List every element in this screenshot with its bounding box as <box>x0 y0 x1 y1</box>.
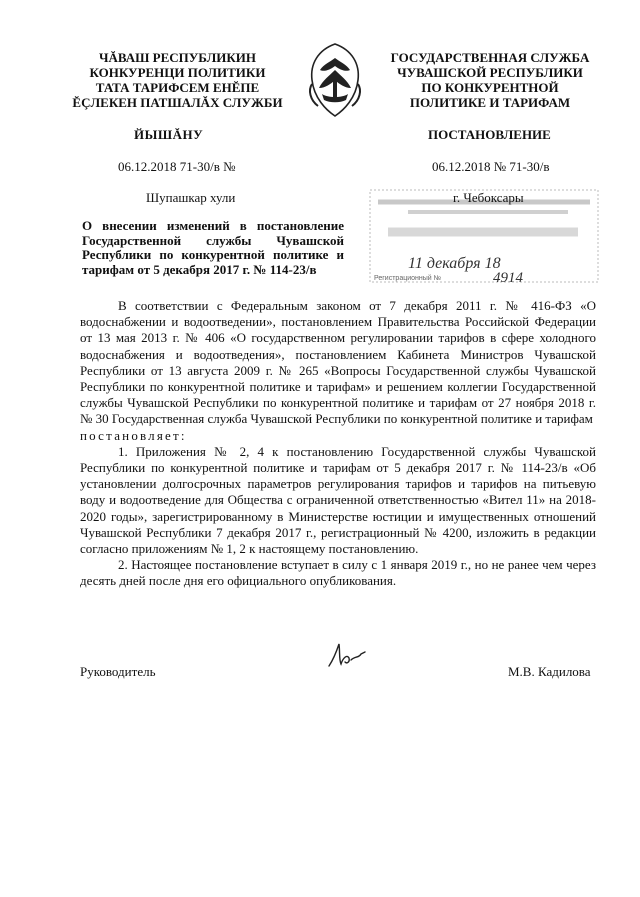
place-russian: г. Чебоксары <box>453 190 524 205</box>
header-left-line: КОНКУРЕНЦИ ПОЛИТИКИ <box>89 65 266 80</box>
header-right-line: ЧУВАШСКОЙ РЕСПУБЛИКИ <box>397 65 583 80</box>
header-right-line: ПОЛИТИКЕ И ТАРИФАМ <box>409 95 571 110</box>
signatory-position: Руководитель <box>80 664 156 679</box>
signatory-name: М.В. Кадилова <box>508 664 591 679</box>
date-number-russian: 06.12.2018 № 71-30/в <box>432 159 550 174</box>
document-body <box>80 298 596 590</box>
item-1-paragraph: 1. Приложения № 2, 4 к постановлению Государственной службы Чувашской Республики по конкурентной политике и тарифам от 5 декабря 2017 г. № 114-23/в «Об установлении долгосрочных параметров регулирования тарифов и тарифов на питьевую воду и водоотведение для Общества с ограниченной ответственностью «Вител 11» на 2018-2020 годы», зарегистрированному в Министерстве юстиции и имущественных отношений Чувашской Республики 7 декабря 2017 г., регистрационный № 4200, изложить в редакции согласно приложениям № 1, 2 к настоящему постановлению. <box>80 443 596 557</box>
date-number-chuvash: 06.12.2018 71-30/в № <box>118 159 236 174</box>
stamp-label: Регистрационный № <box>374 275 442 282</box>
resolves-word: постановляет: <box>80 427 187 443</box>
document-title: О внесении изменений в постановление Государственной службы Чувашской Республики по конкурентной политике и тарифам от 5 декабря 2017 г. № 114-23/в <box>82 218 344 277</box>
header-left-line: ĔÇЛЕКЕН ПАТШАЛĂХ СЛУЖБИ <box>72 95 283 110</box>
preamble-paragraph: В соответствии с Федеральным законом от 7 декабря 2011 г. № 416-ФЗ «О водоснабжении и водоотведении», постановлением Правительства Российской Федерации от 13 мая 2013 г. № 406 «О государственном регулировании тарифов в сфере холодного водоснабжения и водоотведения», постановлением Кабинета Министров Чувашской Республики от 13 августа 2009 г. № 265 «Вопросы Государственной службы Чувашской Республики по конкурентной политике и тарифам» и решением коллегии Государственной службы Чувашской Республики по конкурентной политике и тарифам от 27 ноября 2018 г. № 30 Государственная служба Чувашской Республики по конкурентной политике и тарифам <box>80 298 596 427</box>
signature-icon <box>325 640 370 670</box>
doc-type-russian: ПОСТАНОВЛЕНИЕ <box>428 127 551 142</box>
doc-type-chuvash: ЙЫШĂНУ <box>134 127 204 142</box>
header-left-line: ТАТА ТАРИФСЕМ ЕНĔПЕ <box>95 80 260 95</box>
stamp-handwritten-number: 4914 <box>493 270 523 284</box>
header-right-line: ПО КОНКУРЕНТНОЙ <box>421 80 559 95</box>
item-2-paragraph: 2. Настоящее постановление вступает в силу с 1 января 2019 г., но не ранее чем через десять дней после дня его официального опубликования. <box>80 557 596 589</box>
stamp-handwritten-date: 11 декабря 18 <box>408 255 501 272</box>
header-left-line: ЧĂВАШ РЕСПУБЛИКИН <box>98 50 257 65</box>
header-left-ministry <box>70 50 285 110</box>
header-right-ministry <box>385 50 595 110</box>
place-chuvash: Шупашкар хули <box>146 190 236 205</box>
header-right-line: ГОСУДАРСТВЕННАЯ СЛУЖБА <box>390 50 590 65</box>
coat-of-arms-emblem-icon <box>300 40 370 120</box>
